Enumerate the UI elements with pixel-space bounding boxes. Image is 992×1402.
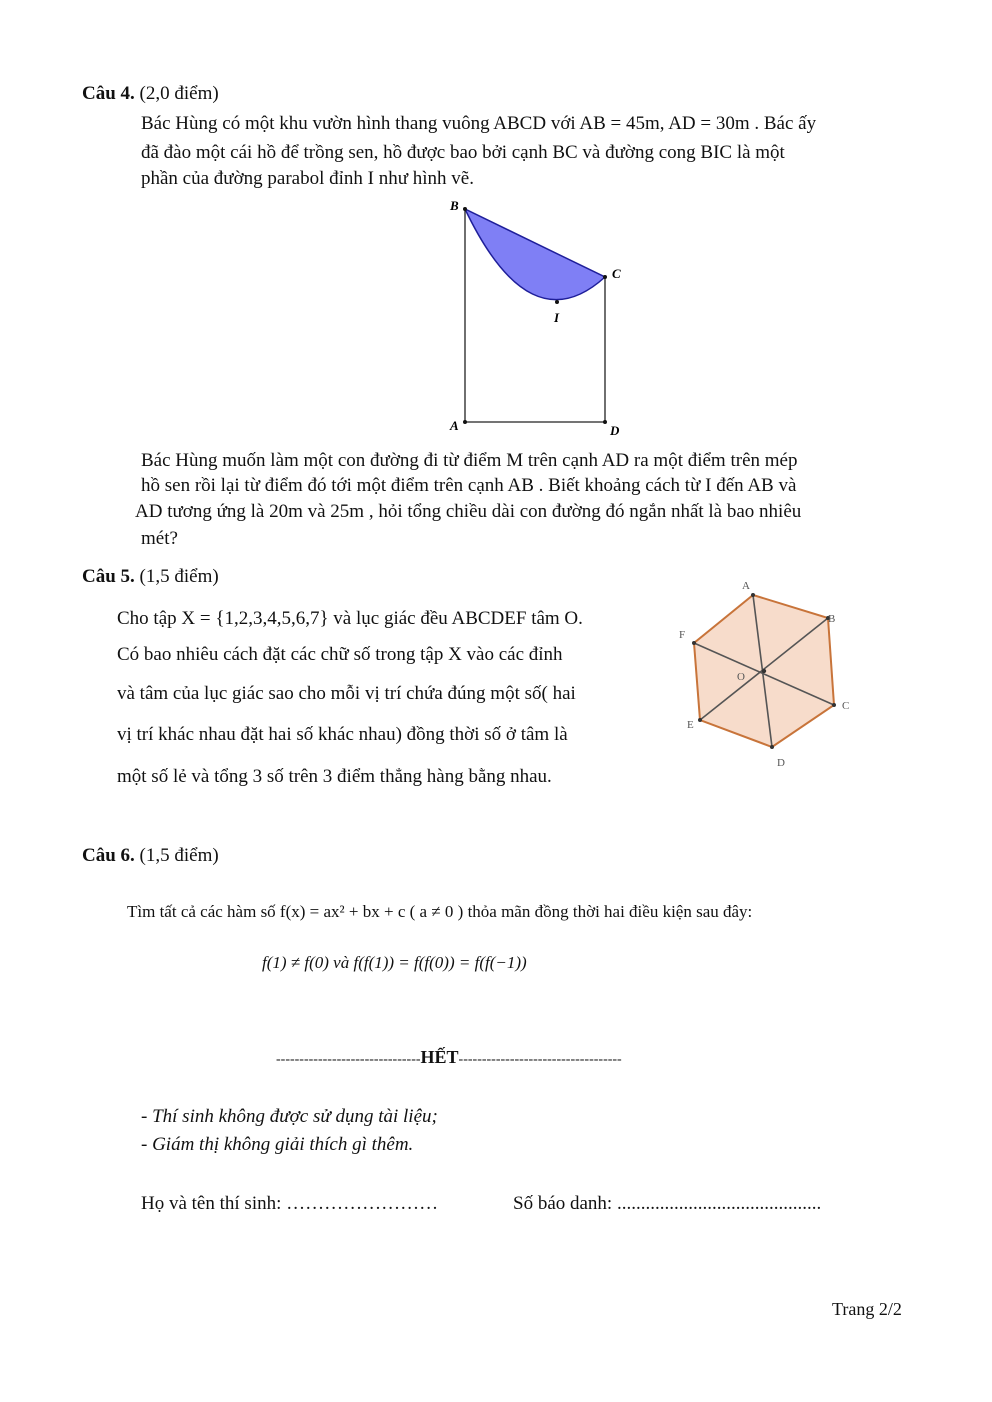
hexagon-figure xyxy=(680,575,860,775)
q4-question-line-4: mét? xyxy=(141,528,178,549)
end-marker xyxy=(276,1047,622,1068)
candidate-name-field: Họ và tên thí sinh: …………………… xyxy=(141,1193,439,1214)
hex-label-e: E xyxy=(687,719,694,731)
hex-label-f: F xyxy=(679,629,686,641)
point-b xyxy=(463,207,467,211)
lotus-pond-region xyxy=(465,209,605,300)
q4-label: Câu 4. xyxy=(82,83,135,104)
hex-label-d: D xyxy=(777,757,785,769)
q4-intro-line-2: đã đào một cái hồ để trồng sen, hồ được bao bởi cạnh BC và đường cong BIC là một xyxy=(141,142,785,163)
q5-line-2: Có bao nhiêu cách đặt các chữ số trong tập X vào các đỉnh xyxy=(117,644,563,665)
vertex-e xyxy=(698,718,702,722)
q5-line-4: vị trí khác nhau đặt hai số khác nhau) đồng thời số ở tâm là xyxy=(117,724,568,745)
note-no-explanation: - Giám thị không giải thích gì thêm. xyxy=(141,1134,414,1155)
label-c: C xyxy=(612,266,621,281)
q5-points: (1,5 điểm) xyxy=(139,566,219,587)
q6-condition: f(1) ≠ f(0) và f(f(1)) = f(f(0)) = f(f(−1)) xyxy=(262,953,527,972)
q6-label: Câu 6. xyxy=(82,845,135,866)
q6-heading xyxy=(82,845,219,867)
end-word: HẾT xyxy=(420,1047,459,1067)
q4-question-line-3: AD tương ứng là 20m và 25m , hỏi tổng chiều dài con đường đó ngắn nhất là bao nhiêu xyxy=(135,501,802,522)
vertex-d xyxy=(770,745,774,749)
q5-label: Câu 5. xyxy=(82,566,135,587)
note-no-materials: - Thí sinh không được sử dụng tài liệu; xyxy=(141,1106,438,1127)
end-dashes-right: ----------------------------------- xyxy=(458,1052,622,1067)
q4-points: (2,0 điểm) xyxy=(139,83,219,104)
q5-line-5: một số lẻ và tổng 3 số trên 3 điểm thẳng hàng bằng nhau. xyxy=(117,766,552,787)
q4-question-line-2: hồ sen rồi lại từ điểm đó tới một điểm trên cạnh AB . Biết khoảng cách từ I đến AB và xyxy=(141,475,797,496)
point-c xyxy=(603,275,607,279)
label-b: B xyxy=(450,198,459,213)
q4-intro-line-1: Bác Hùng có một khu vườn hình thang vuông ABCD với AB = 45m, AD = 30m . Bác ấy xyxy=(141,113,817,134)
center-o xyxy=(762,669,766,673)
point-a xyxy=(463,420,467,424)
hex-label-a: A xyxy=(742,580,750,592)
vertex-f xyxy=(692,641,696,645)
label-d: D xyxy=(610,423,620,438)
point-d xyxy=(603,420,607,424)
vertex-c xyxy=(832,703,836,707)
q6-points: (1,5 điểm) xyxy=(139,845,219,866)
q5-line-1: Cho tập X = {1,2,3,4,5,6,7} và lục giác đều ABCDEF tâm O. xyxy=(117,608,583,629)
q5-line-3: và tâm của lục giác sao cho mỗi vị trí chứa đúng một số( hai xyxy=(117,683,576,704)
candidate-id-field: Số báo danh: ........................................... xyxy=(513,1193,822,1214)
q5-heading xyxy=(82,566,219,588)
hex-label-b: B xyxy=(828,613,836,625)
hex-label-c: C xyxy=(842,700,850,712)
q4-question-line-1: Bác Hùng muốn làm một con đường đi từ điểm M trên cạnh AD ra một điểm trên mép xyxy=(141,450,798,471)
q4-intro-line-3: phần của đường parabol đỉnh I như hình vẽ. xyxy=(141,168,474,189)
q4-heading xyxy=(82,83,219,105)
q6-text: Tìm tất cả các hàm số f(x) = ax² + bx + c ( a ≠ 0 ) thỏa mãn đồng thời hai điều kiện sau đây: xyxy=(127,902,753,921)
point-i xyxy=(555,300,559,304)
end-dashes-left: ------------------------------- xyxy=(276,1052,421,1067)
label-a: A xyxy=(450,418,459,433)
page-number: Trang 2/2 xyxy=(832,1299,902,1319)
garden-figure xyxy=(440,195,640,440)
label-i: I xyxy=(554,310,560,325)
hex-label-o: O xyxy=(737,671,745,683)
vertex-a xyxy=(751,593,755,597)
